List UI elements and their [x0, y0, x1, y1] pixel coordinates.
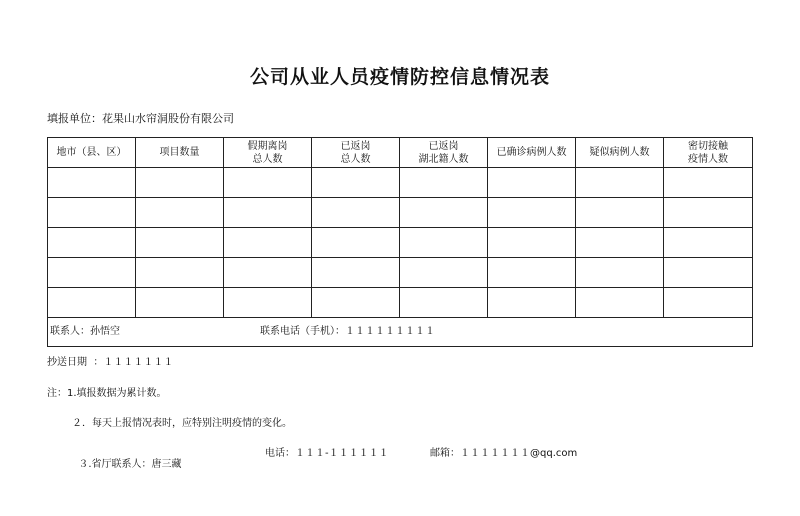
copy-date: 抄送日期 ：１１１１１１１: [47, 357, 174, 368]
header-close-contacts: 密切接触 疫情人数: [664, 138, 753, 168]
table-cell[interactable]: [224, 198, 312, 228]
note-1: 注：1.填报数据为累计数。: [47, 388, 167, 399]
table-cell[interactable]: [488, 258, 576, 288]
table-cell[interactable]: [400, 168, 488, 198]
note-3: [72, 444, 578, 492]
table-cell[interactable]: [224, 288, 312, 318]
table-cell[interactable]: [312, 288, 400, 318]
table-cell[interactable]: [136, 258, 224, 288]
table-cell[interactable]: [312, 198, 400, 228]
table-header-row: [48, 138, 753, 168]
table-row: [48, 198, 753, 228]
contact-person: 联系人：孙悟空: [50, 326, 120, 337]
table-cell[interactable]: [400, 288, 488, 318]
table-row: [48, 288, 753, 318]
table-cell[interactable]: [664, 258, 753, 288]
table-cell[interactable]: [136, 288, 224, 318]
table-cell[interactable]: [48, 198, 136, 228]
table-cell[interactable]: [576, 288, 664, 318]
table-cell[interactable]: [224, 168, 312, 198]
contact-row: [48, 318, 753, 347]
table-cell[interactable]: [136, 168, 224, 198]
header-project-count: 项目数量: [136, 138, 224, 168]
provincial-contact: ３.省厅联系人：唐三藏: [78, 459, 182, 470]
table-cell[interactable]: [576, 168, 664, 198]
table-cell[interactable]: [136, 228, 224, 258]
table-cell[interactable]: [576, 258, 664, 288]
table-cell[interactable]: [312, 168, 400, 198]
table-cell[interactable]: [488, 168, 576, 198]
table-cell[interactable]: [136, 198, 224, 228]
table-row: [48, 258, 753, 288]
reporting-unit: 填报单位：花果山水帘洞股份有限公司: [47, 112, 234, 125]
header-suspected-cases: 疑似病例人数: [576, 138, 664, 168]
table-cell[interactable]: [664, 168, 753, 198]
table-cell[interactable]: [312, 228, 400, 258]
epidemic-info-table: [47, 137, 753, 347]
table-cell[interactable]: [400, 228, 488, 258]
header-city: 地市（县、区）: [48, 138, 136, 168]
header-returned-total: 已返岗 总人数: [312, 138, 400, 168]
table-cell[interactable]: [664, 288, 753, 318]
table-cell[interactable]: [576, 198, 664, 228]
table-row: [48, 168, 753, 198]
table-cell[interactable]: [488, 228, 576, 258]
table-cell[interactable]: [400, 258, 488, 288]
table-cell[interactable]: [48, 228, 136, 258]
table-cell[interactable]: [664, 198, 753, 228]
table-cell[interactable]: [664, 228, 753, 258]
table-cell[interactable]: [224, 228, 312, 258]
header-confirmed-cases: 已确诊病例人数: [488, 138, 576, 168]
page-title: 公司从业人员疫情防控信息情况表: [249, 66, 550, 88]
contact-phone: 联系电话（手机）：１１１１１１１１１: [260, 326, 435, 337]
table-row: [48, 228, 753, 258]
table-cell[interactable]: [48, 168, 136, 198]
table-cell[interactable]: [488, 198, 576, 228]
table-cell[interactable]: [48, 288, 136, 318]
table-cell[interactable]: [576, 228, 664, 258]
table-cell[interactable]: [48, 258, 136, 288]
contact-cell: [48, 318, 753, 347]
header-holiday-leave-total: 假期离岗 总人数: [224, 138, 312, 168]
table-cell[interactable]: [488, 288, 576, 318]
table-cell[interactable]: [224, 258, 312, 288]
table-cell[interactable]: [312, 258, 400, 288]
provincial-phone: 电话：１１１-１１１１１１: [265, 448, 389, 459]
table-cell[interactable]: [400, 198, 488, 228]
note-2: ２．每天上报情况表时，应特别注明疫情的变化。: [72, 418, 292, 429]
header-returned-hubei: 已返岗 湖北籍人数: [400, 138, 488, 168]
provincial-email: 邮箱：１１１１１１１@qq.com: [430, 448, 578, 459]
